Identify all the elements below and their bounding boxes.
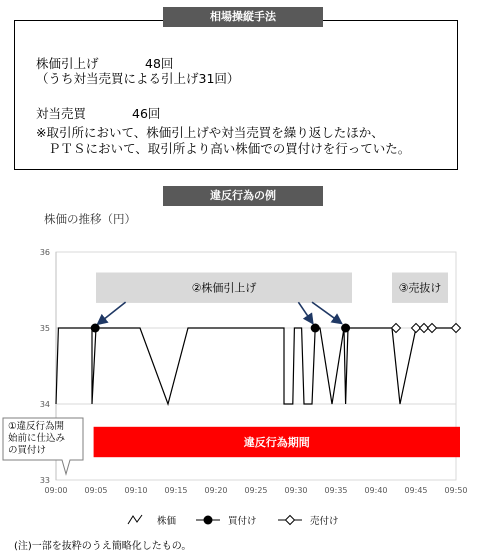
- x-tick-label: 09:50: [444, 486, 468, 495]
- y-tick-label: 34: [39, 400, 50, 409]
- x-tick-label: 09:25: [244, 486, 268, 495]
- legend-price-label: 株価: [157, 516, 177, 527]
- buy-marker: [91, 324, 100, 333]
- section-header-method: 相場操縦手法: [163, 7, 323, 27]
- violation-period-label: 違反行為期間: [243, 436, 310, 449]
- legend-buy-marker: [204, 516, 213, 525]
- y-axis-label: 株価の推移（円）: [44, 212, 136, 226]
- legend-buy-label: 買付け: [228, 516, 257, 527]
- summary-row2-label: 対当売買: [36, 106, 87, 121]
- callout-line: ①違反行為開: [8, 421, 65, 432]
- y-tick-label: 35: [39, 324, 50, 333]
- buy-arrow: [312, 302, 342, 323]
- x-tick-label: 09:40: [364, 486, 388, 495]
- callout-line: 始前に仕込み: [8, 433, 66, 444]
- summary-note-line2: ＰＴＳにおいて、取引所より高い株価での買付けを行っていた。: [48, 141, 411, 156]
- x-tick-label: 09:10: [124, 486, 148, 495]
- y-tick-label: 33: [39, 476, 50, 485]
- phase2-label: ②株価引上げ: [191, 281, 257, 295]
- summary-row1-value: 48回: [145, 56, 174, 71]
- summary-note-line1: ※取引所において、株価引上げや対当売買を繰り返したほか、: [36, 125, 384, 140]
- section-header-example: 違反行為の例: [163, 186, 323, 206]
- x-tick-label: 09:45: [404, 486, 428, 495]
- legend-price-symbol: [128, 515, 142, 524]
- buy-arrow: [298, 302, 312, 323]
- y-tick-label: 36: [39, 248, 50, 257]
- callout-line: の買付け: [8, 445, 47, 456]
- x-tick-label: 09:05: [84, 486, 108, 495]
- series-price-line: [56, 328, 456, 404]
- legend-sell-label: 売付け: [310, 516, 339, 527]
- summary-row1-sub: （うち対当売買による引上げ31回）: [36, 71, 240, 86]
- buy-marker: [311, 324, 320, 333]
- x-tick-label: 09:35: [324, 486, 348, 495]
- x-tick-label: 09:00: [44, 486, 68, 495]
- summary-row1-label: 株価引上げ: [36, 56, 99, 71]
- summary-row2-value: 46回: [132, 106, 161, 121]
- buy-marker: [341, 324, 350, 333]
- x-tick-label: 09:15: [164, 486, 188, 495]
- sell-marker: [452, 324, 461, 333]
- phase3-label: ③売抜け: [398, 281, 442, 295]
- x-tick-label: 09:30: [284, 486, 308, 495]
- legend-sell-marker: [286, 516, 295, 525]
- buy-arrow: [98, 302, 126, 324]
- x-tick-label: 09:20: [204, 486, 228, 495]
- sell-marker: [428, 324, 437, 333]
- footnote: (注)一部を抜粋のうえ簡略化したもの。: [14, 541, 192, 552]
